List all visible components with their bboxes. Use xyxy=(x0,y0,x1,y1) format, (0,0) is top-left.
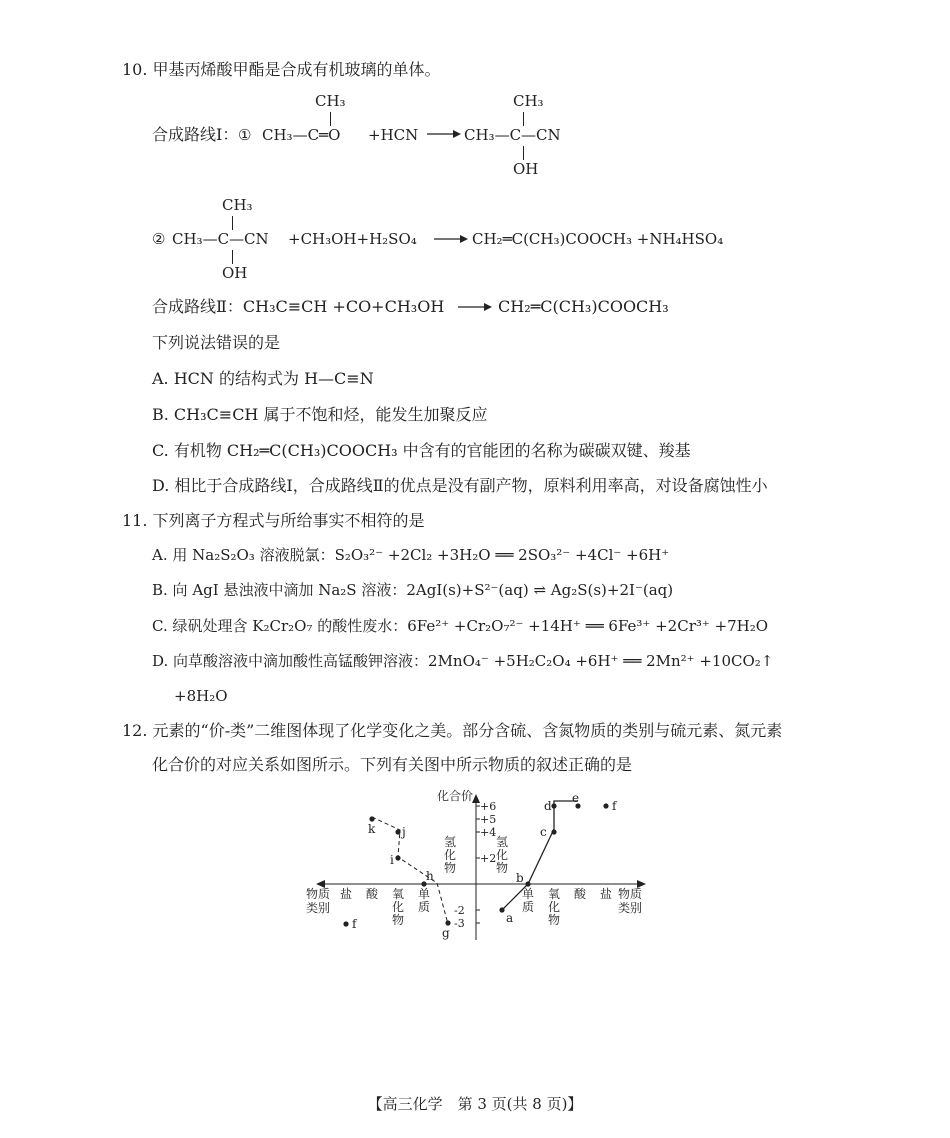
y-axis-arrow-icon xyxy=(472,794,480,803)
step1-plus-hcn: +HCN xyxy=(368,126,419,144)
point-f xyxy=(603,803,608,808)
q10-option-a: A. HCN 的结构式为 H—C≡N xyxy=(152,369,374,388)
category-label: 类别 xyxy=(618,901,643,915)
y-tick-label: +2 xyxy=(480,852,497,865)
y-tick-label: +6 xyxy=(480,800,497,813)
y-tick-label: -2 xyxy=(454,904,465,917)
q11-option-b: B. 向 AgI 悬浊液中滴加 Na₂S 溶液：2AgI(s)+S²⁻(aq) ⇌ Ag₂S(s)+2I⁻(aq) xyxy=(152,581,674,599)
step2-reactant-bottom: OH xyxy=(222,264,248,282)
q10-option-b: B. CH₃C≡CH 属于不饱和烃，能发生加聚反应 xyxy=(152,405,488,424)
point-g xyxy=(445,920,450,925)
category-label: 物 xyxy=(548,913,561,927)
category-label: 氢 xyxy=(496,835,509,849)
q10-ask: 下列说法错误的是 xyxy=(152,333,281,352)
point-d xyxy=(551,803,556,808)
point-label-e: e xyxy=(572,791,580,805)
point-j xyxy=(395,829,400,834)
q11-option-a: A. 用 Na₂S₂O₃ 溶液脱氯：S₂O₃²⁻ +2Cl₂ +3H₂O ══ 2SO₃²⁻ +4Cl⁻ +6H⁺ xyxy=(152,546,670,564)
category-label: 酸 xyxy=(574,887,587,901)
category-label: 氧 xyxy=(392,887,405,901)
q10-option-d: D. 相比于合成路线Ⅰ，合成路线Ⅱ的优点是没有副产物，原料利用率高，对设备腐蚀性小 xyxy=(152,476,768,495)
q12-stem-line2: 化合价的对应关系如图所示。下列有关图中所示物质的叙述正确的是 xyxy=(152,755,633,774)
y-axis-label: 化合价 xyxy=(437,789,474,803)
route2-product: CH₂═C(CH₃)COOCH₃ xyxy=(498,297,669,316)
step1-product-bottom: OH xyxy=(513,160,539,178)
y-tick-label: +4 xyxy=(480,826,497,839)
point-label-k: k xyxy=(368,822,376,836)
category-labels xyxy=(306,835,642,927)
point-a xyxy=(499,907,504,912)
point-label-f: f xyxy=(352,917,357,931)
point-b xyxy=(525,881,530,886)
category-label: 酸 xyxy=(366,887,379,901)
q11-option-c: C. 绿矾处理含 K₂Cr₂O₇ 的酸性废水：6Fe²⁺ +Cr₂O₇²⁻ +14H⁺ ══ 6Fe³⁺ +2Cr³⁺ +7H₂O xyxy=(152,617,769,635)
nitrogen-dashed-path xyxy=(372,817,448,924)
category-label: 单 xyxy=(418,887,431,901)
step1-product-top: CH₃ xyxy=(513,92,544,110)
point-k xyxy=(369,816,374,821)
category-label: 单 xyxy=(522,887,535,901)
point-label-j: j xyxy=(402,825,406,839)
point-label-h: h xyxy=(426,869,434,883)
category-label: 物 xyxy=(496,861,509,875)
category-label: 化 xyxy=(444,848,457,862)
step2-rest: +CH₃OH+H₂SO₄ xyxy=(288,230,417,248)
y-tick-label: -3 xyxy=(454,917,465,930)
category-label: 质 xyxy=(418,900,431,914)
route1-label: 合成路线Ⅰ： xyxy=(152,125,239,144)
route2: 合成路线Ⅱ：CH₃C≡CH +CO+CH₃OH xyxy=(152,297,445,316)
point-label-a: a xyxy=(506,911,514,925)
category-label: 盐 xyxy=(600,887,613,901)
step1-num: ① xyxy=(238,126,252,144)
point-label-i: i xyxy=(390,853,394,867)
category-label: 化 xyxy=(496,848,509,862)
category-label: 物 xyxy=(392,913,405,927)
category-label: 氧 xyxy=(548,887,561,901)
category-label: 化 xyxy=(548,900,561,914)
point-label-c: c xyxy=(540,825,547,839)
q10-option-c: C. 有机物 CH₂═C(CH₃)COOCH₃ 中含有的官能团的名称为碳碳双键、羧基 xyxy=(152,441,691,460)
point-c xyxy=(551,829,556,834)
category-label: 氢 xyxy=(444,835,457,849)
q10-stem: 10. 甲基丙烯酸甲酯是合成有机玻璃的单体。 xyxy=(122,60,441,79)
step2-num: ② xyxy=(152,230,166,248)
category-label: 化 xyxy=(392,900,405,914)
q11-stem: 11. 下列离子方程式与所给事实不相符的是 xyxy=(122,511,425,530)
point-i xyxy=(395,855,400,860)
step2-product: CH₂═C(CH₃)COOCH₃ +NH₄HSO₄ xyxy=(472,230,724,248)
q11-option-d-cont: +8H₂O xyxy=(174,687,228,705)
category-label: 物质 xyxy=(618,887,643,901)
sulfur-solid-path xyxy=(502,801,578,910)
step1-product: CH₃—C—CN xyxy=(464,126,561,144)
step2-reactant: CH₃—C—CN xyxy=(172,230,269,248)
point-label-d: d xyxy=(544,799,552,813)
y-tick-label: +5 xyxy=(480,813,497,826)
step1-acetone: CH₃—C═O xyxy=(262,126,341,144)
q11-option-d: D. 向草酸溶液中滴加酸性高锰酸钾溶液：2MnO₄⁻ +5H₂C₂O₄ +6H⁺ ══ 2Mn²⁺ +10CO₂↑ xyxy=(152,652,774,670)
step2-reactant-top: CH₃ xyxy=(222,196,253,214)
category-label: 物 xyxy=(444,861,457,875)
q12-stem-line1: 12. 元素的“价-类”二维图体现了化学变化之美。部分含硫、含氮物质的类别与硫元素、氮元素 xyxy=(122,721,783,740)
point-label-b: b xyxy=(516,871,524,885)
point-f xyxy=(343,921,348,926)
step1-methyl: CH₃ xyxy=(315,92,346,110)
y-ticks xyxy=(454,800,496,930)
page-footer: 【高三化学 第 3 页(共 8 页)】 xyxy=(367,1095,583,1113)
category-label: 盐 xyxy=(340,887,353,901)
category-label: 物质 xyxy=(306,887,331,901)
category-label: 类别 xyxy=(306,901,331,915)
point-label-g: g xyxy=(442,926,450,940)
category-label: 质 xyxy=(522,900,535,914)
point-label-f: f xyxy=(612,799,617,813)
